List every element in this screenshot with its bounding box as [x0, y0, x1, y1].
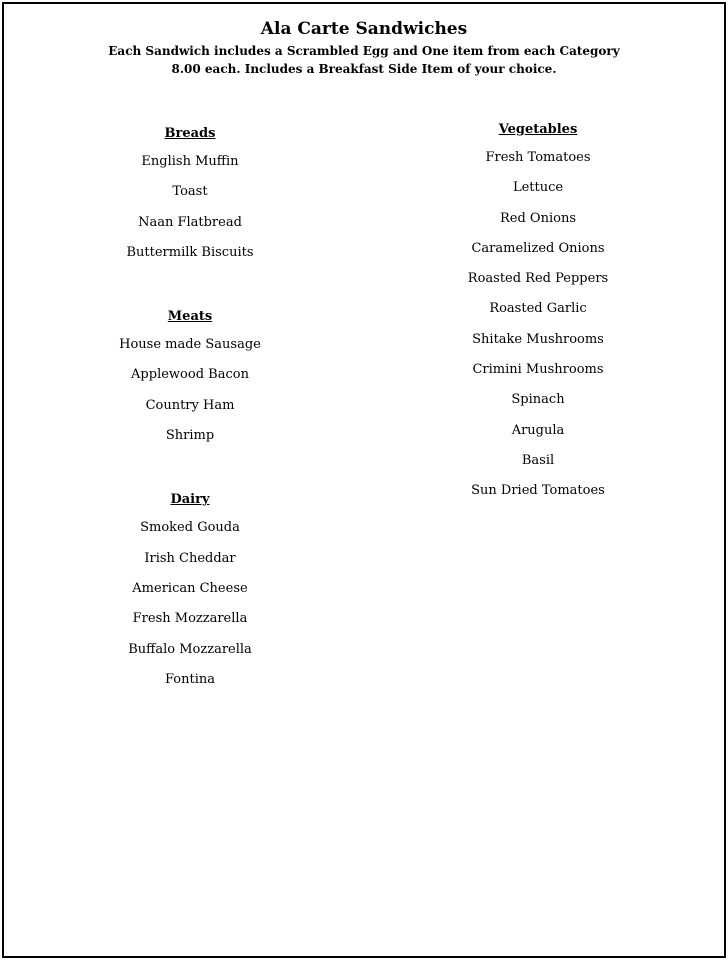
left-column — [90, 124, 290, 700]
list-item: Fontina — [164, 671, 215, 687]
list-item: Naan Flatbread — [138, 214, 242, 230]
menu-subtitle-line-1: Each Sandwich includes a Scrambled Egg and One item from each Category — [108, 44, 620, 58]
list-item: Irish Cheddar — [144, 550, 236, 566]
section-breads — [90, 124, 290, 273]
right-column — [430, 120, 646, 512]
list-item: American Cheese — [132, 580, 248, 596]
list-item: Sun Dried Tomatoes — [471, 483, 605, 499]
list-item: Roasted Garlic — [489, 301, 587, 317]
list-item: Spinach — [511, 392, 565, 408]
list-item: Fresh Mozzarella — [132, 611, 248, 627]
section-meats — [90, 307, 290, 456]
section-heading-breads: Breads — [164, 126, 216, 141]
section-vegetables — [430, 120, 646, 512]
section-heading-dairy: Dairy — [170, 492, 210, 508]
list-item: Applewood Bacon — [131, 367, 249, 383]
list-item: Buttermilk Biscuits — [126, 244, 254, 260]
list-item: Toast — [172, 184, 208, 200]
list-item: Crimini Mushrooms — [472, 362, 604, 378]
menu-subtitle-line-2: 8.00 each. Includes a Breakfast Side Item of your choice. — [171, 62, 557, 76]
section-dairy — [90, 490, 290, 700]
section-heading-meats: Meats — [167, 309, 213, 325]
list-item: Lettuce — [512, 180, 564, 196]
list-item: Shrimp — [165, 428, 215, 444]
list-item: House made Sausage — [119, 337, 261, 353]
list-item: Fresh Tomatoes — [485, 150, 591, 165]
list-item: Shitake Mushrooms — [472, 331, 604, 347]
list-item: Caramelized Onions — [471, 240, 605, 256]
list-item: Roasted Red Peppers — [467, 271, 609, 287]
list-item: Buffalo Mozzarella — [128, 641, 252, 657]
list-item: Smoked Gouda — [140, 520, 240, 536]
list-item: Arugula — [511, 422, 565, 438]
list-item: Basil — [521, 452, 555, 468]
menu-header — [0, 16, 728, 78]
list-item: Red Onions — [500, 210, 576, 226]
section-heading-vegetables: Vegetables — [498, 122, 578, 137]
list-item: English Muffin — [141, 154, 239, 169]
menu-title: Ala Carte Sandwiches — [260, 19, 468, 39]
list-item: Country Ham — [145, 397, 235, 413]
